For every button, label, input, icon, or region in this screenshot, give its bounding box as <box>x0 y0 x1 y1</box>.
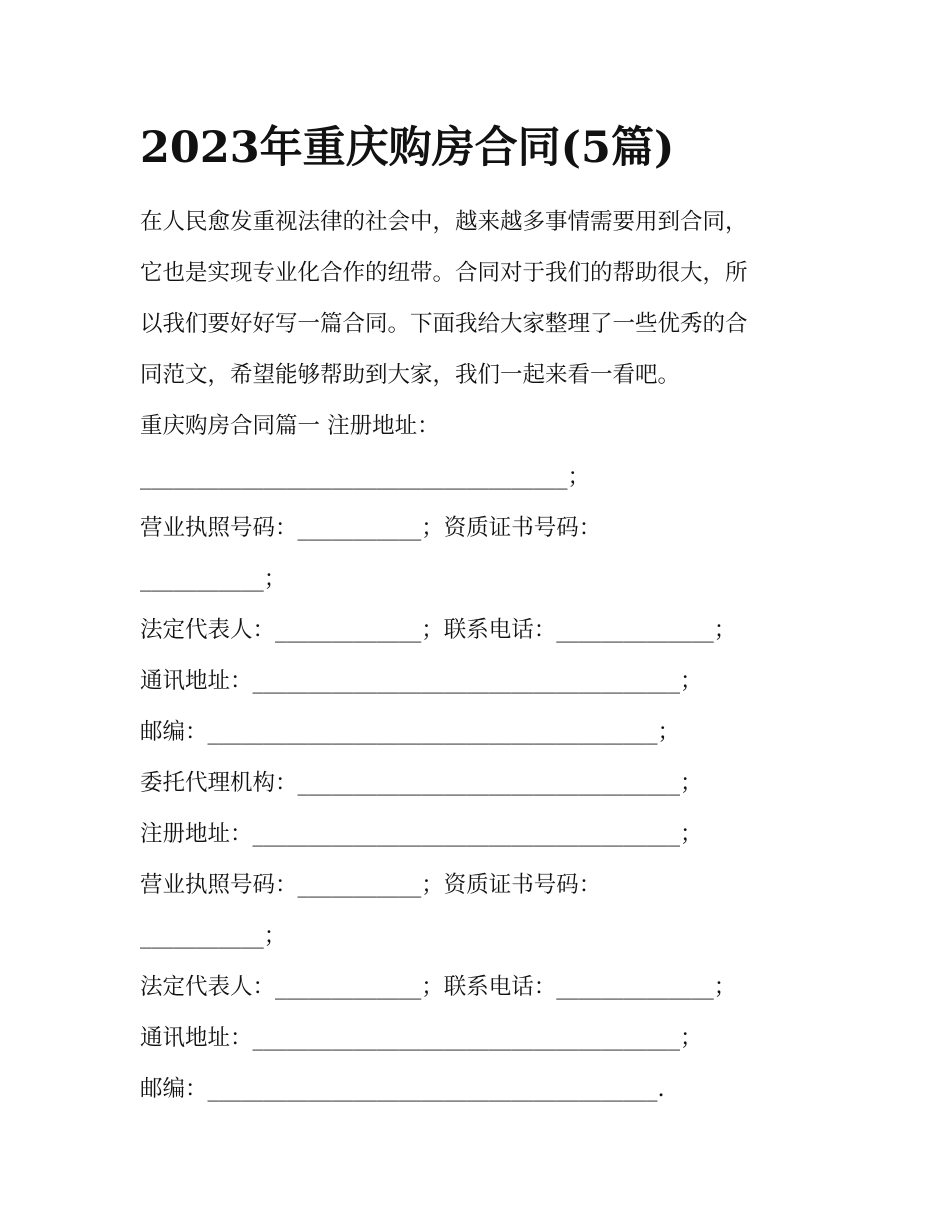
postcode-line: 邮编：________________________________________； <box>140 719 681 745</box>
agency-postcode-line: 邮编：________________________________________. <box>140 1076 665 1102</box>
license-certificate-line: 营业执照号码：___________；资质证书号码： <box>140 515 602 541</box>
agency-mailing-address-line: 通讯地址：______________________________________； <box>140 1025 703 1051</box>
intro-line-3: 以我们要好好写一篇合同。下面我给大家整理了一些优秀的合 <box>140 311 748 337</box>
document-body <box>140 197 820 1115</box>
agency-registered-address-line: 注册地址：______________________________________； <box>140 821 703 847</box>
agency-license-certificate-line: 营业执照号码：___________；资质证书号码： <box>140 872 602 898</box>
agency-certificate-blank: ___________； <box>140 923 287 949</box>
section-heading-line: 重庆购房合同篇一 注册地址： <box>140 413 440 439</box>
registered-address-blank: ______________________________________； <box>140 464 591 490</box>
mailing-address-line: 通讯地址：______________________________________； <box>140 668 703 694</box>
certificate-blank: ___________； <box>140 566 287 592</box>
document-title: 2023年重庆购房合同(5篇) <box>140 123 675 173</box>
intro-line-2: 它也是实现专业化合作的纽带。合同对于我们的帮助很大，所 <box>140 260 748 286</box>
agency-representative-phone-line: 法定代表人：_____________；联系电话：______________； <box>140 974 737 1000</box>
representative-phone-line: 法定代表人：_____________；联系电话：______________； <box>140 617 737 643</box>
intro-line-1: 在人民愈发重视法律的社会中，越来越多事情需要用到合同， <box>140 209 748 235</box>
agency-line: 委托代理机构：__________________________________； <box>140 770 703 796</box>
intro-line-4: 同范文，希望能够帮助到大家，我们一起来看一看吧。 <box>140 362 681 388</box>
